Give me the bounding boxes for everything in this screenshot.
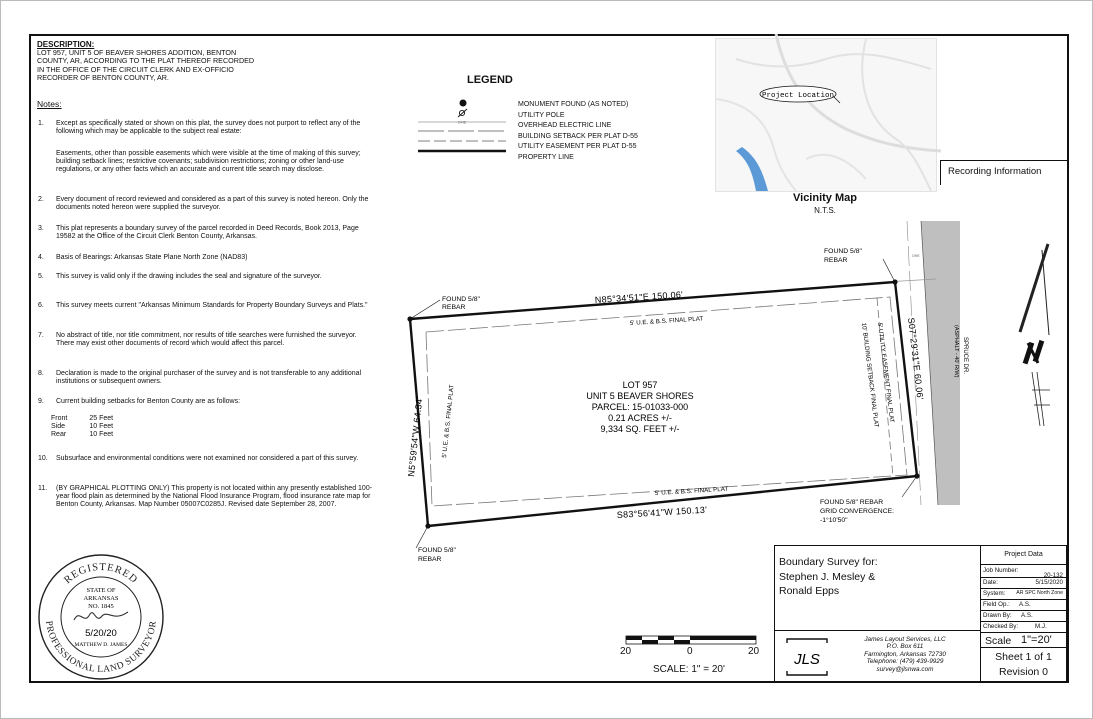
client-name: Stephen J. Mesley & bbox=[779, 571, 876, 583]
notes-title: Notes: bbox=[37, 99, 62, 109]
survey-header: Boundary Survey for: bbox=[779, 556, 878, 568]
recording-info-label: Recording Information bbox=[948, 166, 1042, 177]
project-data-title: Project Data bbox=[981, 546, 1066, 565]
legend-item: OVERHEAD ELECTRIC LINE bbox=[518, 122, 612, 129]
vicinity-subtitle: N.T.S. bbox=[814, 206, 836, 215]
project-row: Drawn By: A.S. bbox=[981, 611, 1066, 622]
lot-label: 0.21 ACRES +/- bbox=[608, 413, 672, 423]
company-info bbox=[835, 636, 975, 673]
legend-item: UTILITY EASEMENT PER PLAT D-55 bbox=[518, 143, 637, 150]
bearing-west: N5°59'54"W 64.34' bbox=[406, 396, 425, 478]
sheet-number: Sheet 1 of 1 bbox=[995, 651, 1052, 663]
scale-left: 20 bbox=[620, 646, 632, 657]
scale-key: Scale bbox=[985, 635, 1012, 647]
legend-item: PROPERTY LINE bbox=[518, 154, 574, 161]
company-line: Telephone: (479) 439-9929 bbox=[866, 658, 944, 666]
project-location-callout: Project Location bbox=[761, 92, 835, 100]
table-row: Side 10 Feet bbox=[51, 423, 114, 430]
easement-north-label: 5' U.E. & B.S. FINAL PLAT bbox=[629, 315, 704, 327]
easement-west-label: 5' U.E. & B.S. FINAL PLAT bbox=[441, 384, 456, 459]
seal-name: MATTHEW D. JAMES bbox=[74, 642, 128, 648]
table-row: Rear 10 Feet bbox=[51, 431, 114, 438]
scale-value: 1"=20' bbox=[1021, 634, 1052, 646]
company-line: Farmington, Arkansas 72730 bbox=[864, 650, 946, 658]
rebar-ne-label: FOUND 5/8" bbox=[824, 248, 862, 255]
description-block bbox=[37, 40, 317, 83]
rebar-se-label: GRID CONVERGENCE: bbox=[820, 508, 895, 515]
description-line: COUNTY, AR, ACCORDING TO THE PLAT THEREOF RECORDED bbox=[37, 56, 255, 66]
scale-right: 20 bbox=[748, 646, 760, 657]
rebar-ne-label: REBAR bbox=[824, 257, 848, 264]
seal-state: STATE OF bbox=[86, 587, 116, 594]
seal-top-text: REGISTERED bbox=[62, 561, 140, 587]
scale-mid: 0 bbox=[687, 646, 693, 657]
road-name: SPRUCE DR. bbox=[962, 337, 968, 375]
company-line: James Layout Services, LLC bbox=[864, 636, 946, 643]
easement-east-label: 5' UTILITY EASEMENT FINAL PLAT bbox=[876, 322, 896, 424]
ohe-tag: OHE bbox=[457, 119, 467, 125]
company-line: P.O. Box 611 bbox=[886, 643, 924, 651]
signature-mark bbox=[74, 612, 128, 620]
seal-state-name: ARKANSAS bbox=[83, 595, 119, 602]
rebar-nw-label: FOUND 5/8" bbox=[442, 296, 480, 303]
lake-shape bbox=[736, 147, 768, 191]
lot-label: LOT 957 bbox=[622, 380, 658, 390]
lot-label: 9,334 SQ. FEET +/- bbox=[600, 424, 680, 434]
description-line: LOT 957, UNIT 5 OF BEAVER SHORES ADDITION, BENTON bbox=[37, 48, 237, 57]
lot-label: UNIT 5 BEAVER SHORES bbox=[586, 391, 694, 401]
company-logo bbox=[783, 637, 831, 677]
project-row: Job Number: 20-132 bbox=[981, 564, 1066, 578]
rebar-nw-label: REBAR bbox=[442, 304, 466, 311]
bearing-east: S07°29'31"E 60.06' bbox=[906, 317, 926, 401]
monument-symbol bbox=[460, 100, 467, 107]
vicinity-title: Vicinity Map bbox=[793, 192, 857, 204]
project-row: Date: 5/15/2020 bbox=[981, 578, 1066, 589]
client-name: Ronald Epps bbox=[779, 585, 840, 597]
svg-text:REGISTERED bbox=[62, 562, 139, 586]
easement-south-label: 5' U.E. & B.S. FINAL PLAT bbox=[654, 485, 729, 497]
lot-label: PARCEL: 15-01033-000 bbox=[591, 402, 689, 412]
setbacks-table bbox=[51, 415, 135, 439]
north-arrow bbox=[1010, 240, 1055, 430]
vicinity-map bbox=[715, 38, 937, 192]
legend-symbols bbox=[412, 96, 512, 164]
revision-number: Revision 0 bbox=[998, 666, 1049, 678]
vicinity-map-graphic bbox=[716, 39, 936, 191]
description-title: DESCRIPTION: bbox=[37, 40, 95, 49]
legend-item: UTILITY POLE bbox=[518, 112, 565, 119]
scale-label: SCALE: 1" = 20' bbox=[653, 664, 725, 675]
description-line: IN THE OFFICE OF THE CIRCUIT CLERK AND EX-OFFICIO bbox=[37, 64, 234, 74]
road-width: (ASPHALT - 40' R/W) bbox=[953, 325, 959, 378]
project-row: System: AR SPC North Zone bbox=[981, 589, 1066, 600]
client-box bbox=[774, 545, 980, 631]
bearing-north: N85°34'51"E 150.06' bbox=[594, 289, 684, 305]
recording-info-box bbox=[940, 160, 1068, 185]
setback-east-label: 10' BUILDING SETBACK FINAL PLAT bbox=[860, 322, 880, 428]
company-line: survey@jlsnwa.com bbox=[876, 665, 934, 673]
rebar-se-label: -1°10'50" bbox=[820, 517, 848, 524]
project-row: Field Op.: A.S. bbox=[981, 600, 1066, 611]
logo-text: JLS bbox=[794, 651, 820, 668]
scale-bar bbox=[625, 635, 765, 647]
ohe-label: OHE bbox=[912, 254, 920, 258]
surveyor-seal bbox=[36, 552, 166, 682]
legend-item: BUILDING SETBACK PER PLAT D-55 bbox=[518, 133, 638, 140]
legend-title: LEGEND bbox=[467, 74, 513, 86]
table-row: Front 25 Feet bbox=[51, 415, 114, 422]
project-row: Checked By: M.J. bbox=[981, 622, 1066, 633]
utility-pole-icon bbox=[458, 109, 467, 117]
legend-item: MONUMENT FOUND (AS NOTED) bbox=[518, 101, 629, 108]
seal-date: 5/20/20 bbox=[85, 628, 117, 639]
rebar-sw-label: REBAR bbox=[418, 556, 442, 563]
rebar-sw-label: FOUND 5/8" bbox=[418, 547, 456, 554]
bearing-south: S83°56'41"W 150.13' bbox=[616, 504, 708, 520]
seal-bottom-text: PROFESSIONAL LAND SURVEYOR bbox=[43, 620, 159, 676]
seal-number: NO. 1845 bbox=[88, 603, 114, 610]
plat-drawing bbox=[380, 215, 968, 575]
north-letter-icon bbox=[1023, 340, 1045, 364]
description-body bbox=[37, 49, 317, 83]
rebar-se-label: FOUND 5/8" REBAR bbox=[820, 499, 884, 506]
title-block bbox=[774, 545, 1067, 683]
company-box bbox=[774, 631, 980, 683]
project-data-box bbox=[980, 545, 1067, 683]
description-line: RECORDER OF BENTON COUNTY, AR. bbox=[37, 73, 169, 83]
